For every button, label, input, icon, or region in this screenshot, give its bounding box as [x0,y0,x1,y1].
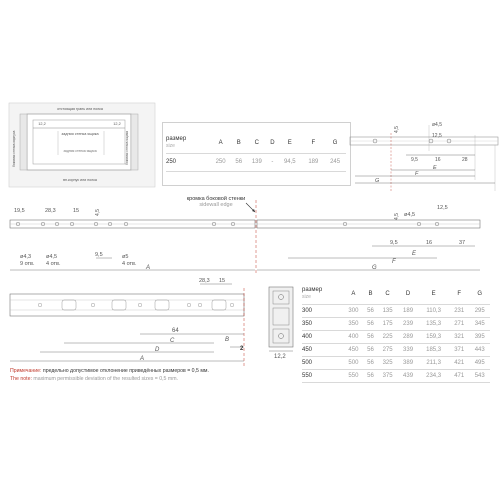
top-table-cell: 250 [210,153,232,171]
size-table-header-size-sub: size [302,293,311,300]
bot-letter-c: C [170,338,175,344]
top-table-header: G [324,133,346,153]
size-table-row [302,369,490,382]
size-table-cell: 350 [343,317,363,330]
size-table-cell: 439 [398,369,418,382]
tr-dim-4-5: 4,5 [394,126,400,133]
mid-dim-hole-4-5: ø4,5 [46,254,58,260]
size-table-cell: 110,3 [418,304,449,317]
size-table-size-cell: 550 [302,369,343,382]
size-table-cell: 300 [343,304,363,317]
tr-dim-9-5: 9,5 [411,157,418,163]
size-table-cell: 234,3 [418,369,449,382]
size-table-row [302,356,490,369]
mid-dim-4-holes-b: 4 отв. [122,261,137,267]
size-table-cell: 56 [364,343,378,356]
top-table-header-size-label: размер [166,135,187,142]
cabinet-dim-right: 12,2 [113,122,121,126]
mid-r-dim-9-5: 9,5 [390,240,398,246]
top-table-cell: 245 [324,153,346,171]
top-table-cell: 94,5 [277,153,302,171]
size-table-cell: 450 [343,343,363,356]
size-table-cell: 321 [449,330,469,343]
size-table-header-size-label: размер [302,286,323,293]
size-table-cell: 159,3 [418,330,449,343]
size-table-size-cell: 300 [302,304,343,317]
mid-r-dim-16: 16 [426,240,433,246]
bottom-slide-drawing [0,278,300,378]
mid-dim-4-holes: 4 отв. [46,261,61,267]
edge-label-en: sidewall edge [199,202,233,208]
mid-r-hole: ø4,5 [404,212,416,218]
size-table-cell: 421 [449,356,469,369]
mid-dim-9-5: 9,5 [95,252,103,258]
size-table-cell: 371 [449,343,469,356]
size-table-cell: 56 [364,356,378,369]
size-table-header: D [398,284,418,304]
size-table-size-cell: 400 [302,330,343,343]
top-table-header: A [210,133,232,153]
cabinet-section-drawing [0,95,160,195]
top-table-header: B [231,133,246,153]
note-en [10,376,178,383]
mid-dim-hole-5: ø5 [122,254,129,260]
size-table-cell: 225 [377,330,397,343]
size-table-header: G [469,284,490,304]
size-table-cell: 185,3 [418,343,449,356]
size-table-header-size [302,284,343,304]
tr-letter-f: F [415,171,419,177]
mid-r-letter-g: G [372,265,377,271]
bot-dim-28-3: 28,3 [199,278,210,284]
tr-dim-hole: ø4,5 [432,122,443,128]
top-table-header: D [268,133,277,153]
slide-end-profile [264,283,304,363]
top-table-header: F [302,133,324,153]
size-table-cell: 56 [364,330,378,343]
size-table-cell: 271 [449,317,469,330]
size-table-size-cell: 500 [302,356,343,369]
size-table-cell: 395 [469,330,490,343]
note-ru-text: предельно допустимое отклонение приведённых размеров = 0,5 мм. [42,368,209,374]
top-table-header: C [246,133,268,153]
tr-dim-16: 16 [435,157,441,163]
size-table-header: E [418,284,449,304]
mid-dim-9-holes: 9 отв. [20,261,35,267]
mid-r-dim-37: 37 [459,240,466,246]
size-table-header: F [449,284,469,304]
size-table-cell: 56 [364,304,378,317]
bot-letter-d: D [155,347,160,353]
size-table-cell: 339 [398,343,418,356]
top-table-header: E [277,133,302,153]
size-table-row [302,304,490,317]
size-table-body [302,304,490,382]
cabinet-label-side-right: боковая стенка ящика [125,130,129,165]
size-table-cell: 135 [377,304,397,317]
bot-letter-a: A [140,356,145,362]
size-table-cell: 289 [398,330,418,343]
bot-letter-b: B [225,337,230,343]
note-ru [10,368,209,375]
profile-dim-12-2: 12,2 [274,354,286,360]
tr-letter-g: G [375,178,380,184]
size-table-cell: 471 [449,369,469,382]
size-table-row [302,317,490,330]
top-table-size-cell: 250 [166,153,210,171]
size-table-cell: 345 [469,317,490,330]
size-table-cell: 135,3 [418,317,449,330]
top-table-cell: - [268,153,277,171]
bot-dim-64: 64 [172,328,179,334]
mid-dim-19-5: 19,5 [14,208,25,214]
bot-dim-15: 15 [219,278,226,284]
top-size-table [166,133,346,172]
size-table-cell: 211,3 [418,356,449,369]
size-table-cell: 239 [398,317,418,330]
size-table-cell: 275 [377,343,397,356]
note-en-text: maximum permissible deviation of the resulted sizes = 0,5 mm. [33,376,178,382]
top-table-cell: 56 [231,153,246,171]
size-table-cell: 500 [343,356,363,369]
size-table [302,284,490,383]
mid-dim-hole-4-3: ø4,3 [20,254,32,260]
middle-slide-drawing [0,200,500,280]
size-table-row [302,343,490,356]
size-table-cell: 443 [469,343,490,356]
size-table-cell: 175 [377,317,397,330]
top-table-header-size [166,133,210,153]
size-table-cell: 189 [398,304,418,317]
note-ru-label: Примечание: [10,368,42,374]
mid-r-letter-e: E [412,251,417,257]
mid-r-dim-12-5: 12,5 [437,205,448,211]
size-table-cell: 375 [377,369,397,382]
size-table-row [302,330,490,343]
tr-dim-28: 28 [462,157,468,163]
note-en-label: The note: [10,376,32,382]
size-table-cell: 325 [377,356,397,369]
cabinet-dim-left: 12,2 [38,122,46,126]
size-table-cell: 231 [449,304,469,317]
bot-dim-2: 2 [240,346,244,352]
size-table-cell: 550 [343,369,363,382]
size-table-header: C [377,284,397,304]
cabinet-label-side-left: боковая стенка корпуса [12,130,16,167]
top-table-cell: 189 [302,153,324,171]
edge-label-ru: кромка боковой стенки [186,196,246,202]
mid-r-dim-4-5: 4,5 [394,213,400,220]
size-table-cell: 389 [398,356,418,369]
size-table-cell: 400 [343,330,363,343]
mid-dim-15: 15 [73,208,80,214]
size-table-cell: 295 [469,304,490,317]
size-table-header: A [343,284,363,304]
cabinet-label-bottom: вн.корпус или полка [63,178,97,182]
top-table-cell: 139 [246,153,268,171]
size-table-cell: 495 [469,356,490,369]
mid-r-letter-f: F [392,259,396,265]
mid-dim-28-3: 28,3 [45,208,56,214]
tr-dim-12-5: 12,5 [432,133,442,139]
size-table-header: B [364,284,378,304]
mid-letter-a: A [146,265,151,271]
cabinet-label-back: задняя стенка ящика [61,132,99,136]
top-table-header-size-sub: size [166,142,175,149]
cabinet-label-top: отстоящая грань или полка [57,107,103,111]
mid-dim-4-5: 4,5 [95,209,101,216]
size-table-size-cell: 350 [302,317,343,330]
cabinet-label-drawer: задняя стенка ящика [63,149,97,153]
size-table-cell: 56 [364,369,378,382]
size-table-cell: 543 [469,369,490,382]
tr-letter-e: E [433,165,437,171]
size-table-size-cell: 450 [302,343,343,356]
top-right-slide-drawing [345,115,500,195]
size-table-cell: 56 [364,317,378,330]
